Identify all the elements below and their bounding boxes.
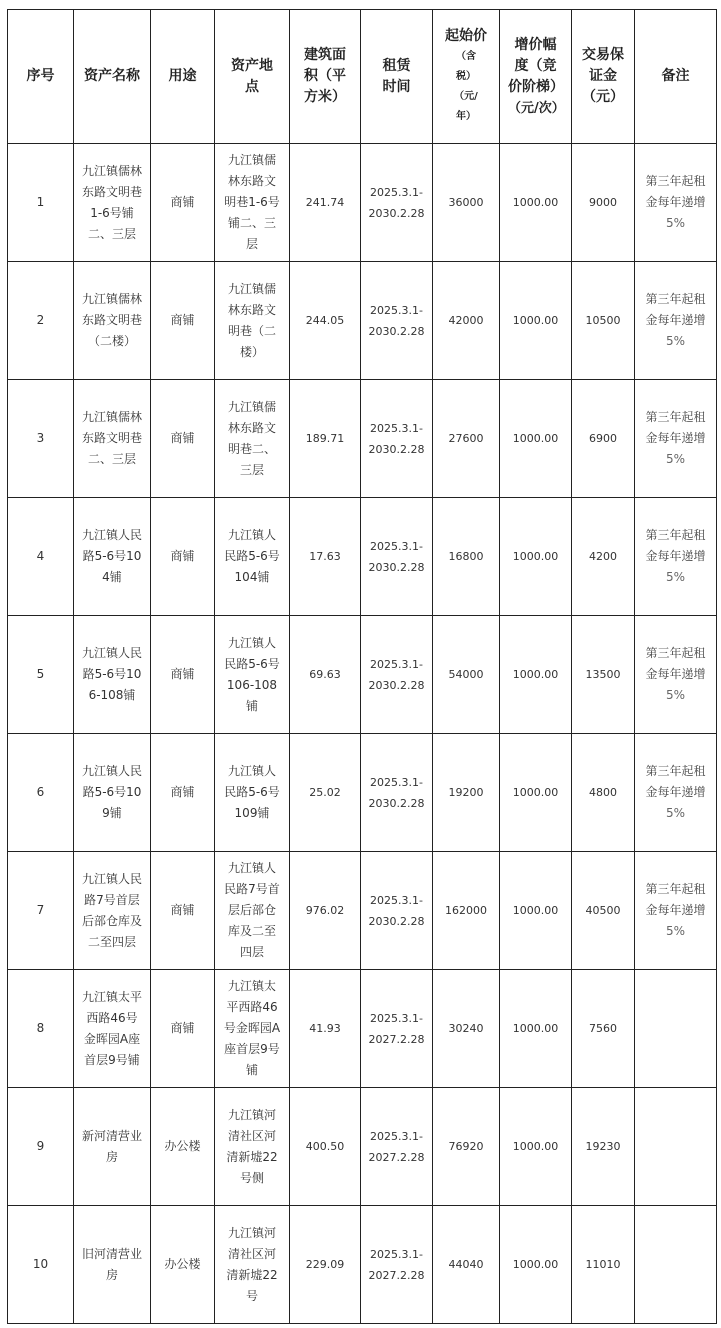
cell-no: 3: [8, 380, 74, 498]
cell-start-price: 76920: [433, 1088, 500, 1206]
remark-text: 第三年起租金每年递增: [645, 174, 706, 209]
cell-increment: 1000.00: [500, 498, 572, 616]
cell-location: 九江镇儒林东路文明巷（二楼）: [215, 262, 290, 380]
cell-deposit: 4800: [572, 734, 635, 852]
cell-increment: 1000.00: [500, 262, 572, 380]
cell-lease-term: 2025.3.1-2030.2.28: [361, 144, 433, 262]
cell-no: 1: [8, 144, 74, 262]
header-start-price: [433, 10, 500, 144]
header-deposit: 交易保证金（元）: [572, 10, 635, 144]
cell-no: 10: [8, 1206, 74, 1324]
cell-remark: [635, 144, 717, 262]
cell-lease-term: 2025.3.1-2027.2.28: [361, 970, 433, 1088]
cell-usage: 办公楼: [151, 1206, 215, 1324]
cell-lease-term: 2025.3.1-2030.2.28: [361, 262, 433, 380]
header-usage: 用途: [151, 10, 215, 144]
remark-percent: 5%: [665, 570, 686, 584]
cell-deposit: 19230: [572, 1088, 635, 1206]
cell-area: 189.71: [290, 380, 361, 498]
cell-remark: [635, 970, 717, 1088]
header-remark: 备注: [635, 10, 717, 144]
cell-usage: 商铺: [151, 144, 215, 262]
cell-asset-name: 九江镇儒林东路文明巷二、三层: [74, 380, 151, 498]
cell-area: 25.02: [290, 734, 361, 852]
cell-increment: 1000.00: [500, 734, 572, 852]
header-location: 资产地点: [215, 10, 290, 144]
cell-start-price: 162000: [433, 852, 500, 970]
cell-deposit: 13500: [572, 616, 635, 734]
cell-usage: 办公楼: [151, 1088, 215, 1206]
cell-area: 69.63: [290, 616, 361, 734]
header-area: 建筑面积（平方米）: [290, 10, 361, 144]
cell-location: 九江镇儒林东路文明巷二、三层: [215, 380, 290, 498]
cell-increment: 1000.00: [500, 616, 572, 734]
table-body: [8, 144, 717, 1324]
cell-lease-term: 2025.3.1-2027.2.28: [361, 1088, 433, 1206]
table-row: [8, 262, 717, 380]
cell-remark: [635, 1206, 717, 1324]
cell-increment: 1000.00: [500, 380, 572, 498]
table-row: [8, 498, 717, 616]
cell-area: 41.93: [290, 970, 361, 1088]
remark-text: 第三年起租金每年递增: [645, 292, 706, 327]
cell-no: 6: [8, 734, 74, 852]
cell-increment: 1000.00: [500, 144, 572, 262]
header-name: 资产名称: [74, 10, 151, 144]
remark-text: 第三年起租金每年递增: [645, 764, 706, 799]
cell-start-price: 36000: [433, 144, 500, 262]
cell-location: 九江镇河清社区河清新墟22号侧: [215, 1088, 290, 1206]
cell-start-price: 42000: [433, 262, 500, 380]
cell-deposit: 4200: [572, 498, 635, 616]
cell-no: 9: [8, 1088, 74, 1206]
cell-start-price: 30240: [433, 970, 500, 1088]
remark-text: 第三年起租金每年递增: [645, 528, 706, 563]
cell-area: 241.74: [290, 144, 361, 262]
remark-percent: 5%: [665, 924, 686, 938]
header-increment-label: 增价幅度（竞价阶梯）: [508, 36, 564, 95]
table-row: [8, 616, 717, 734]
cell-usage: 商铺: [151, 380, 215, 498]
cell-remark: [635, 498, 717, 616]
header-no: 序号: [8, 10, 74, 144]
cell-asset-name: 新河清营业房: [74, 1088, 151, 1206]
cell-deposit: 7560: [572, 970, 635, 1088]
cell-deposit: 9000: [572, 144, 635, 262]
remark-percent: 5%: [665, 452, 686, 466]
cell-lease-term: 2025.3.1-2030.2.28: [361, 616, 433, 734]
cell-no: 2: [8, 262, 74, 380]
cell-lease-term: 2025.3.1-2030.2.28: [361, 498, 433, 616]
remark-percent: 5%: [665, 688, 686, 702]
cell-asset-name: 九江镇儒林东路文明巷1-6号铺二、三层: [74, 144, 151, 262]
cell-asset-name: 九江镇人民路5-6号104铺: [74, 498, 151, 616]
cell-area: 17.63: [290, 498, 361, 616]
cell-start-price: 27600: [433, 380, 500, 498]
cell-location: 九江镇人民路5-6号109铺: [215, 734, 290, 852]
cell-location: 九江镇河清社区河清新墟22号: [215, 1206, 290, 1324]
cell-asset-name: 旧河清营业房: [74, 1206, 151, 1324]
header-row: [8, 10, 717, 144]
remark-percent: 5%: [665, 334, 686, 348]
cell-no: 4: [8, 498, 74, 616]
cell-deposit: 40500: [572, 852, 635, 970]
cell-lease-term: 2025.3.1-2030.2.28: [361, 852, 433, 970]
header-increment-sub: （元/次）: [508, 100, 565, 116]
cell-deposit: 10500: [572, 262, 635, 380]
cell-usage: 商铺: [151, 852, 215, 970]
table-row: [8, 970, 717, 1088]
cell-start-price: 54000: [433, 616, 500, 734]
table-row: [8, 1206, 717, 1324]
remark-text: 第三年起租金每年递增: [645, 882, 706, 917]
cell-location: 九江镇人民路7号首层后部仓库及二至四层: [215, 852, 290, 970]
cell-increment: 1000.00: [500, 970, 572, 1088]
cell-increment: 1000.00: [500, 1088, 572, 1206]
header-start-price-label: 起始价: [445, 28, 487, 44]
cell-lease-term: 2025.3.1-2030.2.28: [361, 734, 433, 852]
cell-location: 九江镇人民路5-6号106-108铺: [215, 616, 290, 734]
cell-usage: 商铺: [151, 262, 215, 380]
table-row: [8, 380, 717, 498]
cell-start-price: 19200: [433, 734, 500, 852]
cell-area: 244.05: [290, 262, 361, 380]
remark-percent: 5%: [665, 806, 686, 820]
asset-lease-table: [7, 9, 717, 1324]
cell-location: 九江镇太平西路46号金晖园A座首层9号铺: [215, 970, 290, 1088]
cell-location: 九江镇儒林东路文明巷1-6号铺二、三层: [215, 144, 290, 262]
cell-asset-name: 九江镇人民路5-6号106-108铺: [74, 616, 151, 734]
cell-remark: [635, 1088, 717, 1206]
cell-remark: [635, 734, 717, 852]
cell-remark: [635, 380, 717, 498]
table-row: [8, 1088, 717, 1206]
header-term: 租赁时间: [361, 10, 433, 144]
cell-usage: 商铺: [151, 498, 215, 616]
cell-asset-name: 九江镇太平西路46号金晖园A座首层9号铺: [74, 970, 151, 1088]
cell-no: 5: [8, 616, 74, 734]
cell-no: 7: [8, 852, 74, 970]
cell-increment: 1000.00: [500, 852, 572, 970]
header-start-price-sub: （含税）（元/年）: [454, 51, 478, 122]
cell-deposit: 11010: [572, 1206, 635, 1324]
remark-text: 第三年起租金每年递增: [645, 410, 706, 445]
cell-lease-term: 2025.3.1-2030.2.28: [361, 380, 433, 498]
cell-usage: 商铺: [151, 734, 215, 852]
cell-area: 976.02: [290, 852, 361, 970]
header-increment: [500, 10, 572, 144]
cell-increment: 1000.00: [500, 1206, 572, 1324]
cell-asset-name: 九江镇儒林东路文明巷（二楼）: [74, 262, 151, 380]
cell-remark: [635, 852, 717, 970]
cell-asset-name: 九江镇人民路5-6号109铺: [74, 734, 151, 852]
table-row: [8, 852, 717, 970]
cell-remark: [635, 262, 717, 380]
cell-area: 400.50: [290, 1088, 361, 1206]
cell-area: 229.09: [290, 1206, 361, 1324]
cell-start-price: 44040: [433, 1206, 500, 1324]
cell-deposit: 6900: [572, 380, 635, 498]
cell-no: 8: [8, 970, 74, 1088]
cell-usage: 商铺: [151, 616, 215, 734]
cell-asset-name: 九江镇人民路7号首层后部仓库及二至四层: [74, 852, 151, 970]
cell-lease-term: 2025.3.1-2027.2.28: [361, 1206, 433, 1324]
cell-location: 九江镇人民路5-6号104铺: [215, 498, 290, 616]
cell-start-price: 16800: [433, 498, 500, 616]
table-row: [8, 144, 717, 262]
cell-usage: 商铺: [151, 970, 215, 1088]
remark-percent: 5%: [665, 216, 686, 230]
table-row: [8, 734, 717, 852]
cell-remark: [635, 616, 717, 734]
remark-text: 第三年起租金每年递增: [645, 646, 706, 681]
